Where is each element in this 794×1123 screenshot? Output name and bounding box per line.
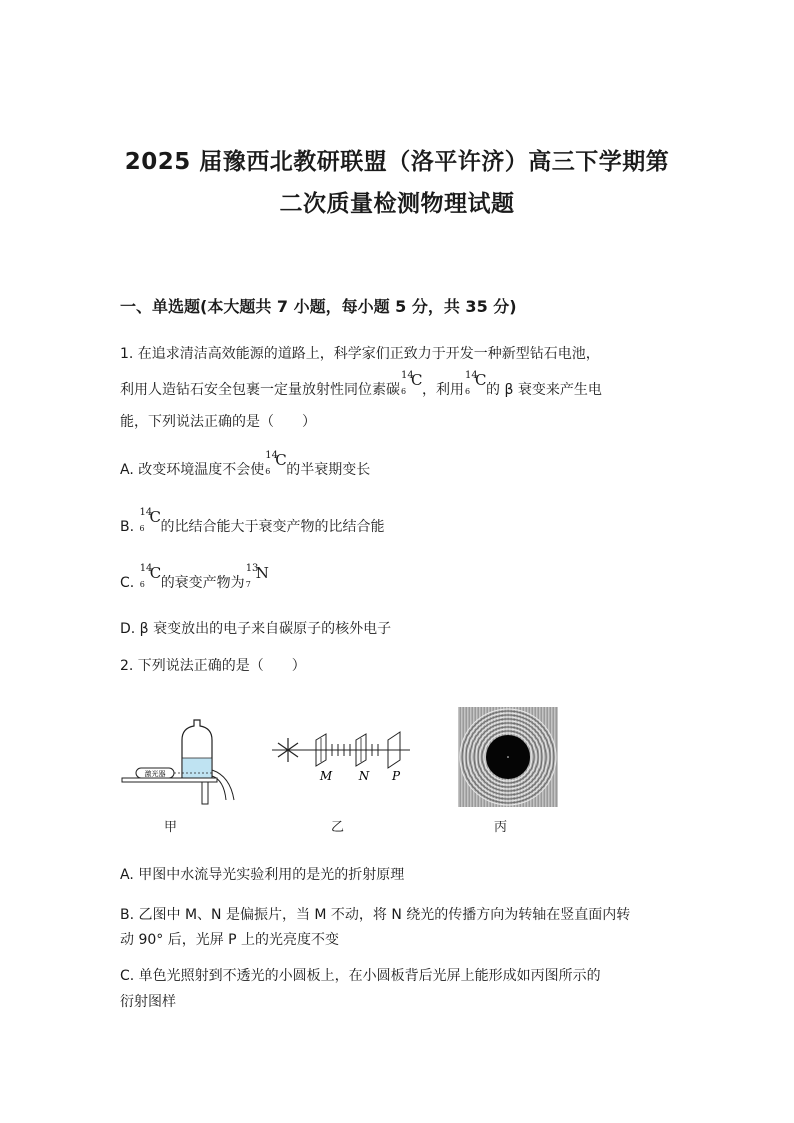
q1-line2-text-b: ，利用 [422,382,464,398]
polarizer-m-label: M [319,769,333,783]
figure-yi-polarizers [270,728,415,788]
q1-line1: 1. 在追求清洁高效能源的道路上，科学家们正致力于开发一种新型钻石电池， [120,346,600,362]
isotope-c14: 14 6 C [465,370,487,396]
isotope-n13: 13 7 N [245,563,269,589]
q2-option-c-line2: 衍射图样 [120,994,176,1010]
q1-line3: 能，下列说法正确的是（ ） [120,414,316,430]
caption-jia: 甲 [164,820,178,835]
screen-p-label: P [391,769,401,783]
caption-bing: 丙 [494,820,508,835]
polarizer-n-label: N [358,769,370,783]
q1-option-a: A. 改变环境温度不会使 14 6 C 的半衰期变长 [120,450,371,478]
figure-bing-diffraction-pattern [458,707,558,807]
q1-line2-text-c: 的 β 衰变来产生电 [486,382,602,398]
q1-option-c: C. 14 6 C 的衰变产物为 13 7 N [120,563,269,591]
isotope-c14: 14 6 C [401,370,423,396]
q2-option-c-line1: C. 单色光照射到不透光的小圆板上，在小圆板背后光屏上能形成如丙图所示的 [120,968,601,984]
isotope-c14: 14 6 C [139,563,162,589]
section-heading: 一、单选题(本大题共 7 小题，每小题 5 分，共 35 分) [120,297,517,316]
q1-line2 [120,370,602,399]
q1-line2-text-a: 利用人造钻石安全包裹一定量放射性同位素碳 [120,382,400,398]
q2-option-a: A. 甲图中水流导光实验利用的是光的折射原理 [120,867,405,883]
q1-option-d: D. β 衰变放出的电子来自碳原子的核外电子 [120,621,392,637]
laser-label: 激光器 [144,770,166,778]
isotope-c14: 14 6 C [139,507,161,533]
page-title-line1: 2025 届豫西北教研联盟（洛平许济）高三下学期第 [124,149,670,175]
page-title-line2: 二次质量检测物理试题 [279,191,515,217]
q2-stem: 2. 下列说法正确的是（ ） [120,658,306,674]
caption-yi: 乙 [331,820,345,835]
isotope-c14: 14 6 C [265,450,287,476]
q2-option-b-line1: B. 乙图中 M、N 是偏振片，当 M 不动，将 N 绕光的传播方向为转轴在竖直面内转 [120,907,631,923]
q2-option-b-line2: 动 90° 后，光屏 P 上的光亮度不变 [120,932,340,948]
q1-option-b: B. 14 6 C 的比结合能大于衰变产物的比结合能 [120,507,385,535]
figure-jia-water-light-guide [120,718,245,808]
